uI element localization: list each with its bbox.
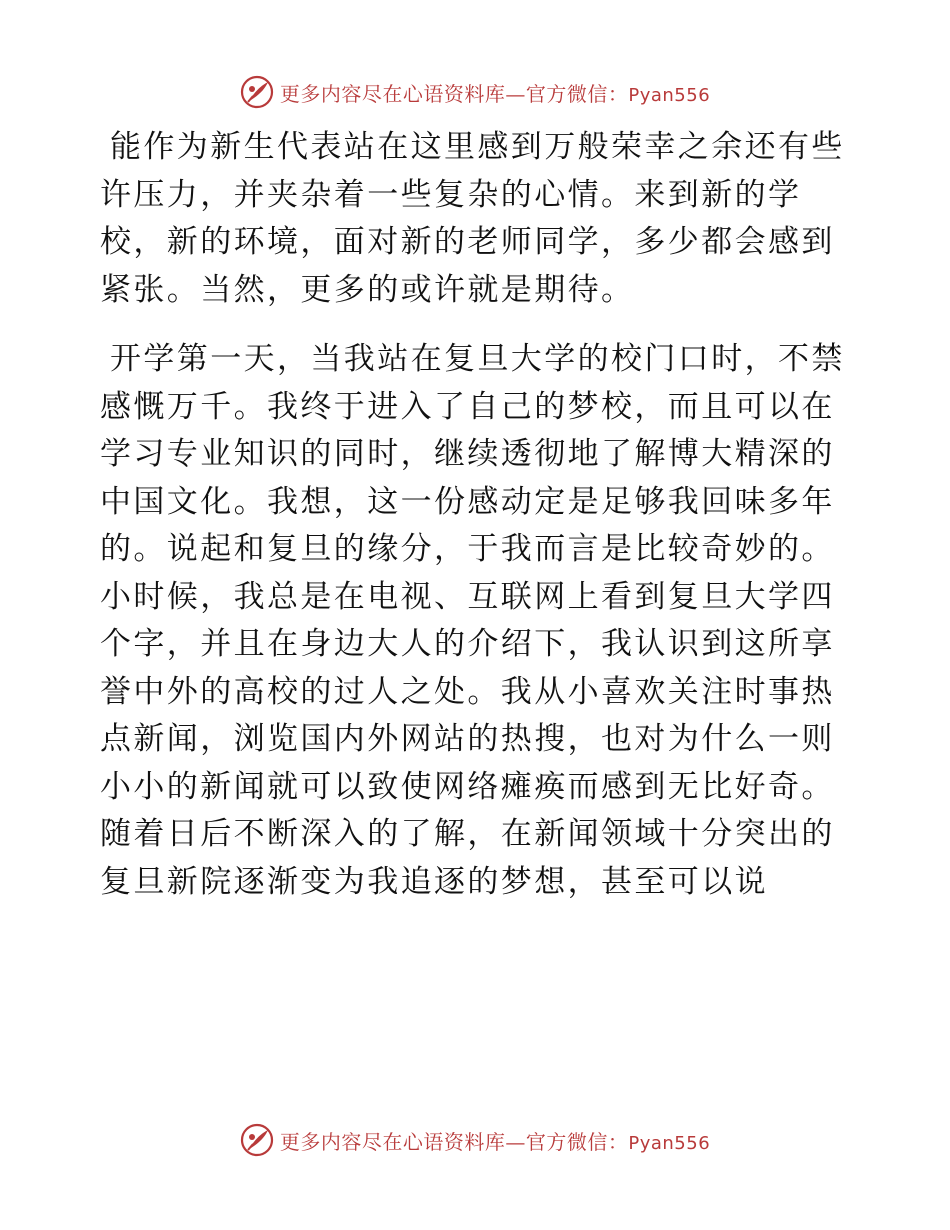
quill-pen-circle-icon <box>240 1123 274 1157</box>
paragraph-1: 能作为新生代表站在这里感到万般荣幸之余还有些许压力，并夹杂着一些复杂的心情。来到新的学校，新的环境，面对新的老师同学，多少都会感到紧张。当然，更多的或许就是期待。 <box>100 129 845 308</box>
footer-banner-label: 更多内容尽在心语资料库—官方微信： <box>279 1129 629 1154</box>
header-banner-inner <box>240 75 710 109</box>
header-banner <box>0 72 950 112</box>
paragraph-2: 开学第一天，当我站在复旦大学的校门口时，不禁感慨万千。我终于进入了自己的梦校，而且可以在学习专业知识的同时，继续透彻地了解博大精深的中国文化。我想，这一份感动定是足够我回味多年的。说起和复旦的缘分，于我而言是比较奇妙的。小时候，我总是在电视、互联网上看到复旦大学四个字，并且在身边大人的介绍下，我认识到这所享誉中外的高校的过人之处。我从小喜欢关注时事热点新闻，浏览国内外网站的热搜，也对为什么一则小小的新闻就可以致使网络瘫痪而感到无比好奇。随着日后不断深入的了解，在新闻领域十分突出的复旦新院逐渐变为我追逐的梦想，甚至可以说 <box>100 341 845 900</box>
quill-pen-circle-icon <box>240 75 274 109</box>
footer-banner <box>0 1120 950 1160</box>
footer-banner-text <box>280 1126 710 1155</box>
header-banner-text <box>280 78 710 107</box>
document-body <box>100 124 850 906</box>
header-banner-label: 更多内容尽在心语资料库—官方微信： <box>279 81 629 106</box>
footer-banner-wechat-id: Pyan556 <box>628 1132 711 1154</box>
footer-banner-inner <box>240 1123 710 1157</box>
header-banner-wechat-id: Pyan556 <box>628 84 711 106</box>
